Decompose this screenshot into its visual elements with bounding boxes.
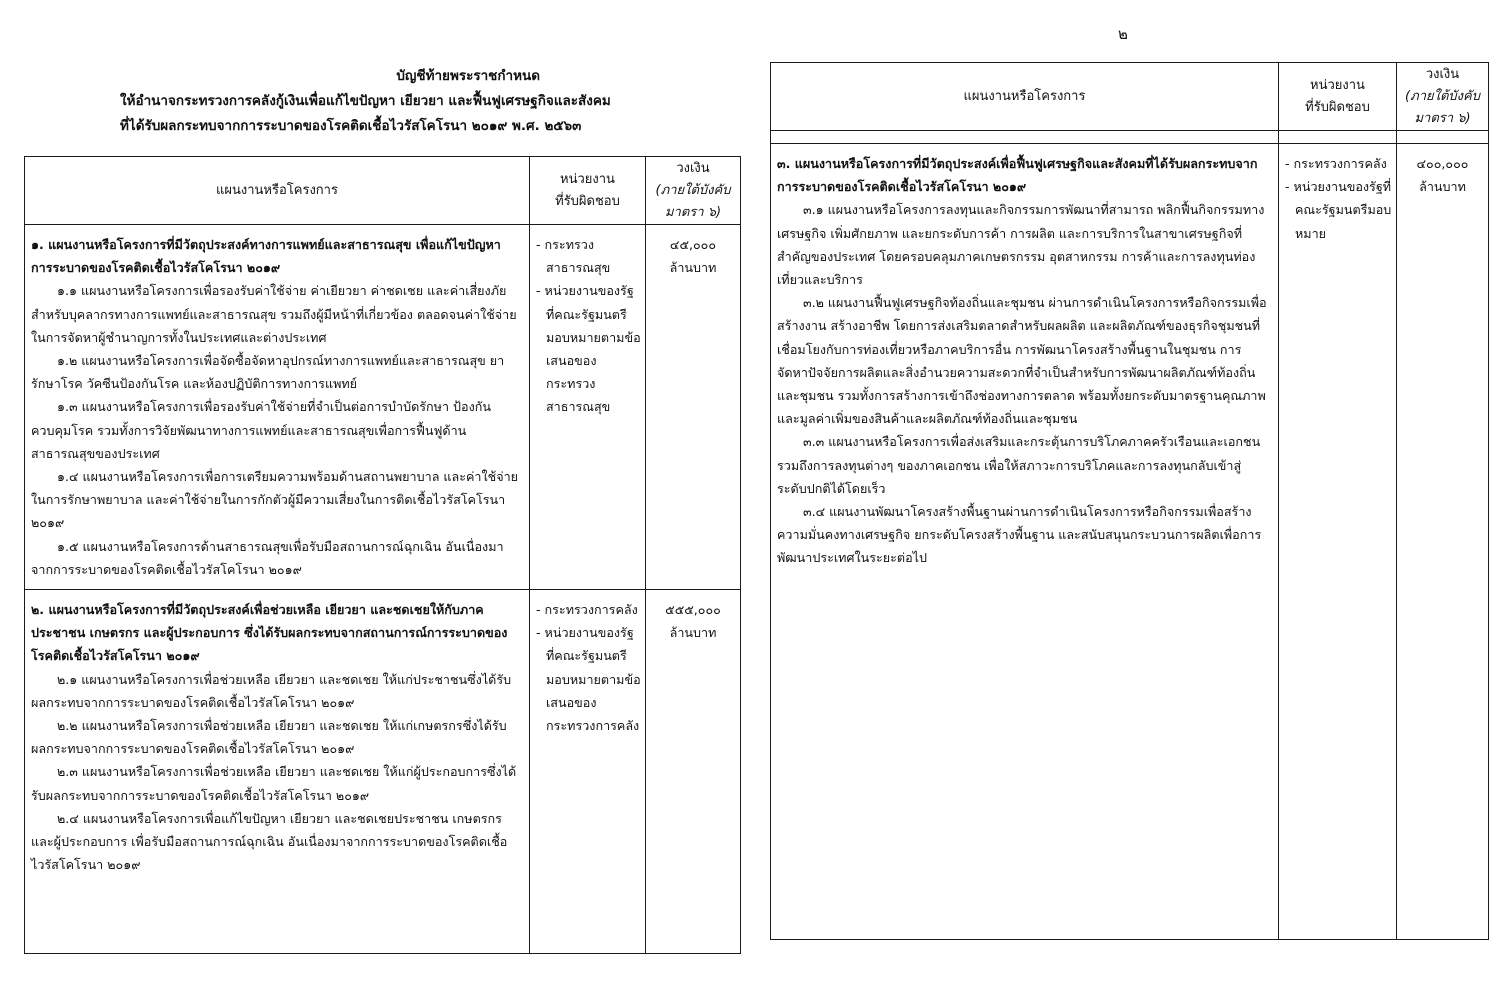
section-2-item-1: ๒.๑ แผนงานหรือโครงการเพื่อช่วยเหลือ เยียวยา และชดเชย ให้แก่ประชาชนซึ่งได้รับผลกระทบจากการระบาดของโรคติดเชื้อไวรัสโคโรนา ๒๐๑๙ <box>31 671 512 710</box>
section-3-plan <box>771 144 1279 940</box>
header-amount-line-3: มาตรา ๖) <box>664 204 722 220</box>
header-amount-right <box>1397 63 1489 131</box>
section-1-amount-unit: ล้านบาท <box>669 260 717 276</box>
header-plan-right: แผนงานหรือโครงการ <box>771 63 1279 131</box>
table-header-row-right <box>771 63 1489 131</box>
section-3-heading: ๓. แผนงานหรือโครงการที่มีวัตถุประสงค์เพื่อฟื้นฟูเศรษฐกิจและสังคมที่ได้รับผลกระทบจากการระบาดของโรคติดเชื้อไวรัสโคโรนา ๒๐๑๙ <box>777 156 1258 195</box>
section-1-plan <box>25 225 530 590</box>
section-3-units <box>1279 144 1397 940</box>
section-3-unit-1: - กระทรวงการคลัง <box>1285 156 1387 171</box>
table-header-row <box>25 157 741 225</box>
header-amount-right-line-1: วงเงิน <box>1425 66 1460 82</box>
section-1-unit-2: - หน่วยงานของรัฐที่คณะรัฐมนตรีมอบหมายตามข้อเสนอของกระทรวงสาธารณสุข <box>536 283 641 415</box>
header-unit-right-line-1: หน่วยงาน <box>1310 77 1365 93</box>
section-2-amount <box>646 590 741 954</box>
section-1-unit-1: - กระทรวงสาธารณสุข <box>536 237 611 276</box>
section-2-units <box>530 590 646 954</box>
header-plan: แผนงานหรือโครงการ <box>25 157 530 225</box>
title-line-2: ให้อำนาจกระทรวงการคลังกู้เงินเพื่อแก้ไขปัญหา เยียวยา และฟื้นฟูเศรษฐกิจและสังคม <box>120 93 611 109</box>
section-2-heading: ๒. แผนงานหรือโครงการที่มีวัตถุประสงค์เพื่อช่วยเหลือ เยียวยา และชดเชยให้กับภาคประชาชน เกษตรกร และผู้ประกอบการ ซึ่งได้รับผลกระทบจากสถานการณ์การระบาดของโรคติดเชื้อไวรัสโคโรนา ๒๐๑๙ <box>31 602 508 664</box>
spacer-amount <box>1397 131 1489 144</box>
section-2-item-2: ๒.๒ แผนงานหรือโครงการเพื่อช่วยเหลือ เยียวยา และชดเชย ให้แก่เกษตรกรซึ่งได้รับผลกระทบจากการระบาดของโรคติดเชื้อไวรัสโคโรนา ๒๐๑๙ <box>31 718 507 757</box>
section-1-item-4: ๑.๔ แผนงานหรือโครงการเพื่อการเตรียมความพร้อมด้านสถานพยาบาล และค่าใช้จ่ายในการรักษาพยาบาล และค่าใช้จ่ายในการกักตัวผู้มีความเสี่ยงในการติดเชื้อไวรัสโคโรนา ๒๐๑๙ <box>31 469 519 531</box>
section-1-item-5: ๑.๕ แผนงานหรือโครงการด้านสาธารณสุขเพื่อรับมือสถานการณ์ฉุกเฉิน อันเนื่องมาจากการระบาดของโรคติดเชื้อไวรัสโคโรนา ๒๐๑๙ <box>31 538 504 577</box>
section-3-item-3: ๓.๓ แผนงานหรือโครงการเพื่อส่งเสริมและกระตุ้นการบริโภคภาคครัวเรือนและเอกชนรวมถึงการลงทุนต่างๆ ของภาคเอกชน เพื่อให้สภาวะการบริโภคและการลงทุนกลับเข้าสู่ระดับปกติได้โดยเร็ว <box>777 434 1261 496</box>
title-line-3: ที่ได้รับผลกระทบจากการระบาดของโรคติดเชื้อไวรัสโคโรนา ๒๐๑๙ พ.ศ. ๒๕๖๓ <box>120 118 582 134</box>
schedule-table-left <box>24 156 741 954</box>
section-2-amount-value: ๕๕๕,๐๐๐ <box>665 602 721 618</box>
header-unit-right-line-2: ที่รับผิดชอบ <box>1305 99 1370 115</box>
header-amount <box>646 157 741 225</box>
header-unit-line-1: หน่วยงาน <box>560 171 615 187</box>
document-title <box>120 64 611 139</box>
section-row-1 <box>25 225 741 590</box>
section-1-heading: ๑. แผนงานหรือโครงการที่มีวัตถุประสงค์ทางการแพทย์และสาธารณสุข เพื่อแก้ไขปัญหาการระบาดของโรคติดเชื้อไวรัสโคโรนา ๒๐๑๙ <box>31 237 501 276</box>
header-unit-line-2: ที่รับผิดชอบ <box>555 193 620 209</box>
section-1-units <box>530 225 646 590</box>
header-amount-right-line-3: มาตรา ๖) <box>1414 110 1471 126</box>
header-amount-line-1: วงเงิน <box>676 160 710 176</box>
section-3-unit-2: - หน่วยงานของรัฐที่คณะรัฐมนตรีมอบหมาย <box>1285 179 1392 241</box>
section-1-item-3: ๑.๓ แผนงานหรือโครงการเพื่อรองรับค่าใช้จ่ายที่จำเป็นต่อการบำบัดรักษา ป้องกันควบคุมโรค รวมทั้งการวิจัยพัฒนาทางการแพทย์และสาธารณสุขเพื่อการฟื้นฟูด้านสาธารณสุขของประเทศ <box>31 399 491 461</box>
header-unit-right <box>1279 63 1397 131</box>
page-number: ๒ <box>1118 25 1128 43</box>
spacer-plan <box>771 131 1279 144</box>
header-unit <box>530 157 646 225</box>
section-3-item-4: ๓.๔ แผนงานพัฒนาโครงสร้างพื้นฐานผ่านการดำเนินโครงการหรือกิจกรรมเพื่อสร้างความมั่นคงทางเศรษฐกิจ ยกระดับโครงสร้างพื้นฐาน และสนับสนุนกระบวนการผลิตเพื่อการพัฒนาประเทศในระยะต่อไป <box>777 504 1262 566</box>
section-row-3 <box>771 144 1489 940</box>
section-2-item-4: ๒.๔ แผนงานหรือโครงการเพื่อแก้ไขปัญหา เยียวยา และชดเชยประชาชน เกษตรกรและผู้ประกอบการ เพื่อรับมือสถานการณ์ฉุกเฉิน อันเนื่องมาจากการระบาดของโรคติดเชื้อไวรัสโคโรนา ๒๐๑๙ <box>31 810 508 873</box>
section-1-amount-value: ๔๕,๐๐๐ <box>669 237 717 252</box>
header-amount-line-2: (ภายใต้บังคับ <box>655 182 731 198</box>
section-2-unit-1: - กระทรวงการคลัง <box>536 602 638 618</box>
section-3-item-2: ๓.๒ แผนงานฟื้นฟูเศรษฐกิจท้องถิ่นและชุมชน ผ่านการดำเนินโครงการหรือกิจกรรมเพื่อสร้างงาน สร้างอาชีพ โดยการส่งเสริมตลาดสำหรับผลผลิต และผลิตภัณฑ์ของธุรกิจชุมชนที่เชื่อมโยงกับการท่องเที่ยวหรือภาคบริการอื่น การพัฒนาโครงสร้างพื้นฐานในชุมชน การจัดหาปัจจัยการผลิตและสิ่งอำนวยความสะดวกที่จำเป็นสำหรับการพัฒนาผลิตภัณฑ์ท้องถิ่นและชุมชน รวมทั้งการสร้างการเข้าถึงช่องทางการตลาด พร้อมทั้งยกระดับมาตรฐานคุณภาพและมูลค่าเพิ่มของสินค้าและผลิตภัณฑ์ท้องถิ่นและชุมชน <box>777 295 1267 427</box>
section-2-plan <box>25 590 530 954</box>
section-2-item-3: ๒.๓ แผนงานหรือโครงการเพื่อช่วยเหลือ เยียวยา และชดเชย ให้แก่ผู้ประกอบการซึ่งได้รับผลกระทบจากการระบาดของโรคติดเชื้อไวรัสโคโรนา ๒๐๑๙ <box>31 764 517 803</box>
section-3-amount <box>1397 144 1489 940</box>
schedule-table-right <box>770 62 1489 940</box>
section-3-item-1: ๓.๑ แผนงานหรือโครงการลงทุนและกิจกรรมการพัฒนาที่สามารถ พลิกฟื้นกิจกรรมทางเศรษฐกิจ เพิ่มศักยภาพ และยกระดับการค้า การผลิต และการบริการในสาขาเศรษฐกิจที่สำคัญของประเทศ โดยครอบคลุมภาคเกษตรกรรม อุตสาหกรรม การค้าและการลงทุนท่องเที่ยวและบริการ <box>777 202 1265 288</box>
spacer-unit <box>1279 131 1397 144</box>
section-1-amount <box>646 225 741 590</box>
header-spacer-row <box>771 131 1489 144</box>
title-line-1: บัญชีท้ายพระราชกำหนด <box>396 68 540 84</box>
section-3-amount-value: ๔๐๐,๐๐๐ <box>1416 156 1469 171</box>
section-2-amount-unit: ล้านบาท <box>669 625 717 641</box>
header-amount-right-line-2: (ภายใต้บังคับ <box>1405 88 1480 104</box>
section-1-item-2: ๑.๒ แผนงานหรือโครงการเพื่อจัดซื้อจัดหาอุปกรณ์ทางการแพทย์และสาธารณสุข ยารักษาโรค วัคซีนป้องกันโรค และห้องปฏิบัติการทางการแพทย์ <box>31 353 505 392</box>
section-2-unit-2: - หน่วยงานของรัฐที่คณะรัฐมนตรีมอบหมายตามข้อเสนอของกระทรวงการคลัง <box>536 625 641 734</box>
section-1-item-1: ๑.๑ แผนงานหรือโครงการเพื่อรองรับค่าใช้จ่าย ค่าเยียวยา ค่าชดเชย และค่าเสี่ยงภัยสำหรับบุคลากรทางการแพทย์และสาธารณสุข รวมถึงผู้มีหน้าที่เกี่ยวข้อง ตลอดจนค่าใช้จ่ายในการจัดหาผู้ชำนาญการทั้งในประเทศและต่างประเทศ <box>31 283 517 345</box>
section-3-amount-unit: ล้านบาท <box>1419 179 1466 195</box>
section-row-2 <box>25 590 741 954</box>
